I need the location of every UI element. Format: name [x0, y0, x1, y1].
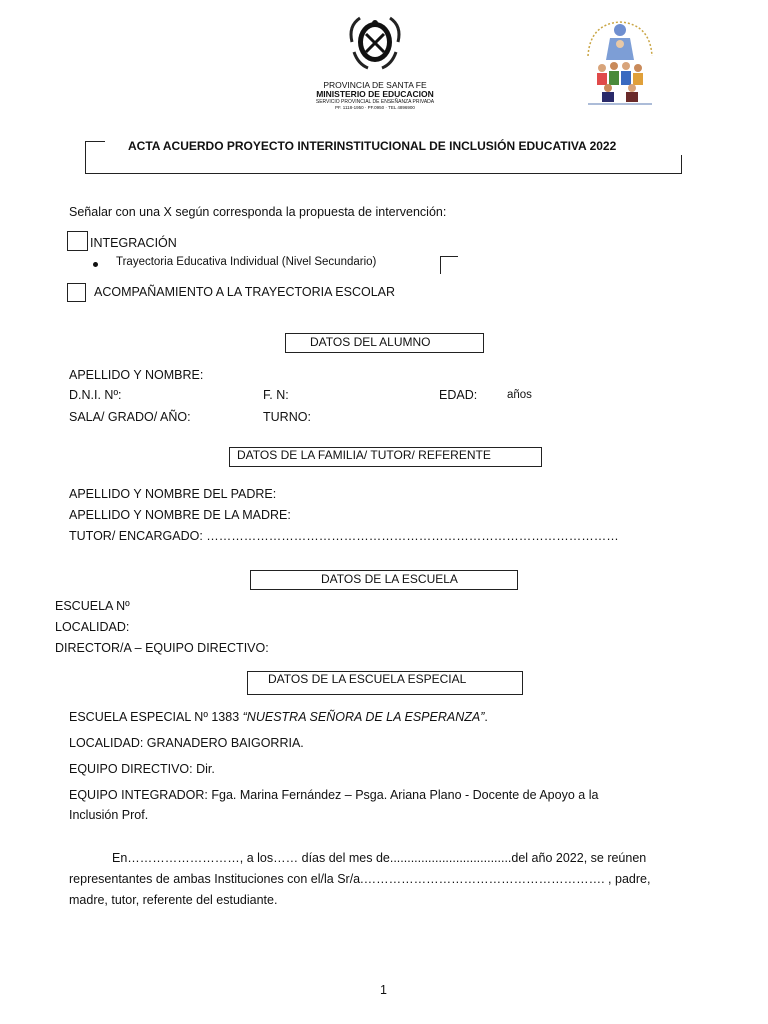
school-logo-icon	[582, 16, 658, 108]
alumno-dni-label: D.N.I. Nº:	[69, 388, 122, 402]
alumno-heading: DATOS DEL ALUMNO	[310, 335, 431, 349]
paragraph-line3: madre, tutor, referente del estudiante.	[69, 893, 278, 907]
escuela-numero-label: ESCUELA Nº	[55, 599, 130, 613]
ministry-label: MINISTERIO DE EDUCACION	[316, 89, 434, 99]
alumno-fn-label: F. N:	[263, 388, 289, 402]
alumno-edad-label: EDAD:	[439, 388, 478, 402]
trayectoria-checkbox-side[interactable]	[440, 256, 441, 274]
document-title: ACTA ACUERDO PROYECTO INTERINSTITUCIONAL DE INCLUSIÓN EDUCATIVA 2022	[128, 139, 617, 153]
trayectoria-checkbox-top[interactable]	[440, 256, 458, 257]
title-frame-top	[85, 141, 105, 142]
seal-icon	[344, 12, 406, 74]
especial-localidad-label: LOCALIDAD: GRANADERO BAIGORRIA.	[69, 736, 304, 750]
bullet-icon	[93, 262, 98, 267]
especial-nombre-suffix: .	[484, 710, 488, 724]
integracion-label: INTEGRACIÓN	[90, 236, 177, 250]
familia-padre-label: APELLIDO Y NOMBRE DEL PADRE:	[69, 487, 277, 501]
especial-heading-box	[247, 671, 523, 695]
especial-nombre-line	[69, 710, 488, 724]
familia-heading-box	[229, 447, 542, 467]
provincial-seal	[344, 12, 406, 74]
acompanamiento-label: ACOMPAÑAMIENTO A LA TRAYECTORIA ESCOLAR	[94, 285, 396, 299]
province-label: PROVINCIA DE SANTA FE	[323, 80, 427, 90]
service-line2-label: PF. 1118-1950 · PF.0950 · TEL 4896900	[335, 105, 415, 110]
school-logo	[582, 16, 658, 108]
especial-directivo-label: EQUIPO DIRECTIVO: Dir.	[69, 762, 215, 776]
especial-nombre-prefix: ESCUELA ESPECIAL Nº 1383	[69, 710, 243, 724]
escuela-heading-box	[250, 570, 518, 590]
escuela-heading: DATOS DE LA ESCUELA	[321, 572, 458, 586]
alumno-heading-box	[285, 333, 484, 353]
escuela-director-label: DIRECTOR/A – EQUIPO DIRECTIVO:	[55, 641, 269, 655]
title-frame-bottom	[85, 173, 682, 174]
familia-tutor-label: TUTOR/ ENCARGADO: ………………………………………………………………………………………	[69, 529, 619, 543]
especial-integrador-line2: Inclusión Prof.	[69, 808, 149, 822]
instruction-text: Señalar con una X según corresponda la propuesta de intervención:	[69, 205, 447, 219]
especial-integrador-line1: EQUIPO INTEGRADOR: Fga. Marina Fernández – Psga. Ariana Plano - Docente de Apoyo a la	[69, 788, 599, 802]
title-frame-right	[681, 155, 682, 174]
alumno-sala-label: SALA/ GRADO/ AÑO:	[69, 410, 191, 424]
especial-nombre-italic: “NUESTRA SEÑORA DE LA ESPERANZA”	[242, 710, 485, 724]
familia-heading: DATOS DE LA FAMILIA/ TUTOR/ REFERENTE	[237, 448, 491, 462]
familia-madre-label: APELLIDO Y NOMBRE DE LA MADRE:	[69, 508, 291, 522]
escuela-localidad-label: LOCALIDAD:	[55, 620, 130, 634]
page-number: 1	[380, 983, 387, 997]
title-frame-left	[85, 141, 86, 174]
acompanamiento-checkbox[interactable]	[67, 283, 86, 302]
alumno-apellido-label: APELLIDO Y NOMBRE:	[69, 368, 204, 382]
service-label: SERVICIO PROVINCIAL DE ENSEÑANZA PRIVADA	[315, 99, 435, 105]
integracion-checkbox[interactable]	[67, 231, 88, 251]
especial-heading: DATOS DE LA ESCUELA ESPECIAL	[268, 672, 467, 686]
ministry-header	[300, 80, 450, 112]
paragraph-line2: representantes de ambas Instituciones con el/la Sr/a.…………………………………………………. , padre,	[69, 872, 651, 886]
alumno-anios-label: años	[507, 389, 532, 401]
paragraph-line1: En………………………, a los…… días del mes de...................................del año 2022, se reúnen	[112, 851, 647, 865]
trayectoria-label: Trayectoria Educativa Individual (Nivel Secundario)	[116, 256, 377, 268]
alumno-turno-label: TURNO:	[263, 410, 311, 424]
